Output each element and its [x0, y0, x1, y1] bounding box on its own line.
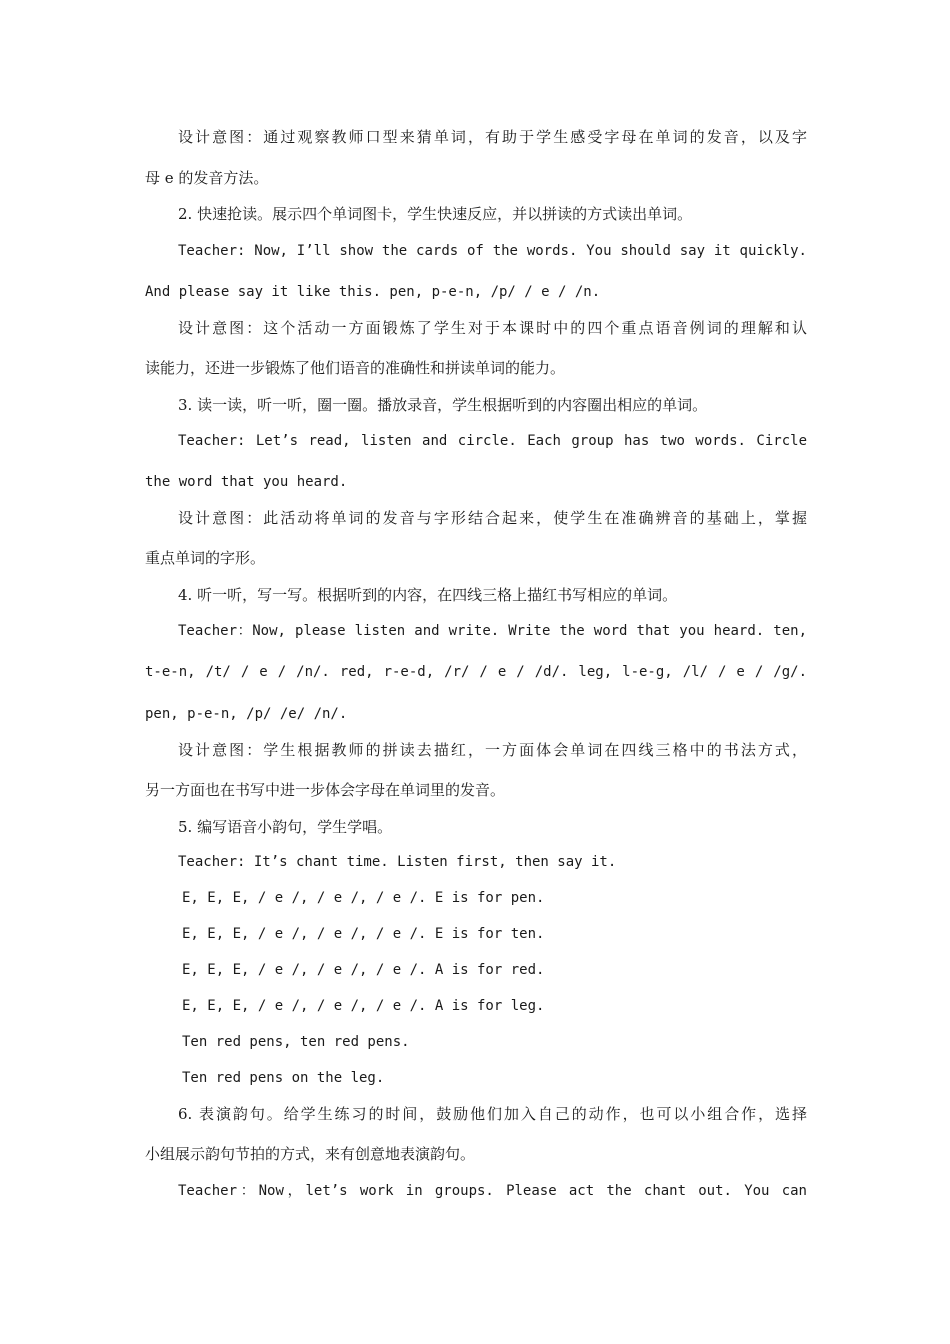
paragraph-line: Teacher：Now, please listen and write. Write the word that you heard. ten,	[178, 623, 807, 639]
paragraph-line: 设计意图：通过观察教师口型来猜单词，有助于学生感受字母在单词的发音，以及字	[178, 128, 807, 146]
paragraph-line: 3. 读一读，听一听，圈一圈。播放录音，学生根据听到的内容圈出相应的单词。	[178, 396, 708, 414]
paragraph-line: Teacher: Let’s read, listen and circle. Each group has two words. Circle	[178, 433, 807, 449]
chant-line: E, E, E, / e /, / e /, / e /. A is for red.	[182, 962, 545, 978]
paragraph-line: 重点单词的字形。	[145, 549, 266, 567]
paragraph-line: 2. 快速抢读。展示四个单词图卡，学生快速反应，并以拼读的方式读出单词。	[178, 205, 693, 223]
paragraph-line: pen, p-e-n, /p/ /e/ /n/.	[145, 706, 348, 722]
paragraph-line: 设计意图：这个活动一方面锻炼了学生对于本课时中的四个重点语音例词的理解和认	[178, 319, 807, 337]
chant-line: Ten red pens, ten red pens.	[182, 1034, 410, 1050]
paragraph-line: the word that you heard.	[145, 474, 348, 490]
paragraph-line: 5. 编写语音小韵句，学生学唱。	[178, 818, 393, 836]
paragraph-line: t-e-n, /t/ / e / /n/. red, r-e-d, /r/ / e / /d/. leg, l-e-g, /l/ / e / /g/.	[145, 664, 807, 680]
paragraph-line: And please say it like this. pen, p-e-n, /p/ / e / /n.	[145, 284, 601, 300]
paragraph-line: Teacher：Now，let’s work in groups. Please act the chant out. You can	[178, 1183, 807, 1199]
chant-line: E, E, E, / e /, / e /, / e /. A is for leg.	[182, 998, 545, 1014]
paragraph-line: Teacher: It’s chant time. Listen first, then say it.	[178, 854, 617, 870]
chant-line: E, E, E, / e /, / e /, / e /. E is for pen.	[182, 890, 545, 906]
chant-line: Ten red pens on the leg.	[182, 1070, 385, 1086]
paragraph-line: 另一方面也在书写中进一步体会字母在单词里的发音。	[145, 781, 506, 799]
paragraph-line: 设计意图：学生根据教师的拼读去描红，一方面体会单词在四线三格中的书法方式，	[178, 741, 807, 759]
paragraph-line: 母 e 的发音方法。	[145, 169, 269, 187]
chant-line: E, E, E, / e /, / e /, / e /. E is for ten.	[182, 926, 545, 942]
paragraph-line: 4. 听一听，写一写。根据听到的内容，在四线三格上描红书写相应的单词。	[178, 586, 678, 604]
paragraph-line: Teacher: Now, I’ll show the cards of the words. You should say it quickly.	[178, 243, 807, 259]
paragraph-line: 6. 表演韵句。给学生练习的时间，鼓励他们加入自己的动作，也可以小组合作，选择	[178, 1105, 807, 1123]
paragraph-line: 读能力，还进一步锻炼了他们语音的准确性和拼读单词的能力。	[145, 359, 566, 377]
paragraph-line: 小组展示韵句节拍的方式，来有创意地表演韵句。	[145, 1145, 476, 1163]
paragraph-line: 设计意图：此活动将单词的发音与字形结合起来，使学生在准确辨音的基础上，掌握	[178, 509, 807, 527]
